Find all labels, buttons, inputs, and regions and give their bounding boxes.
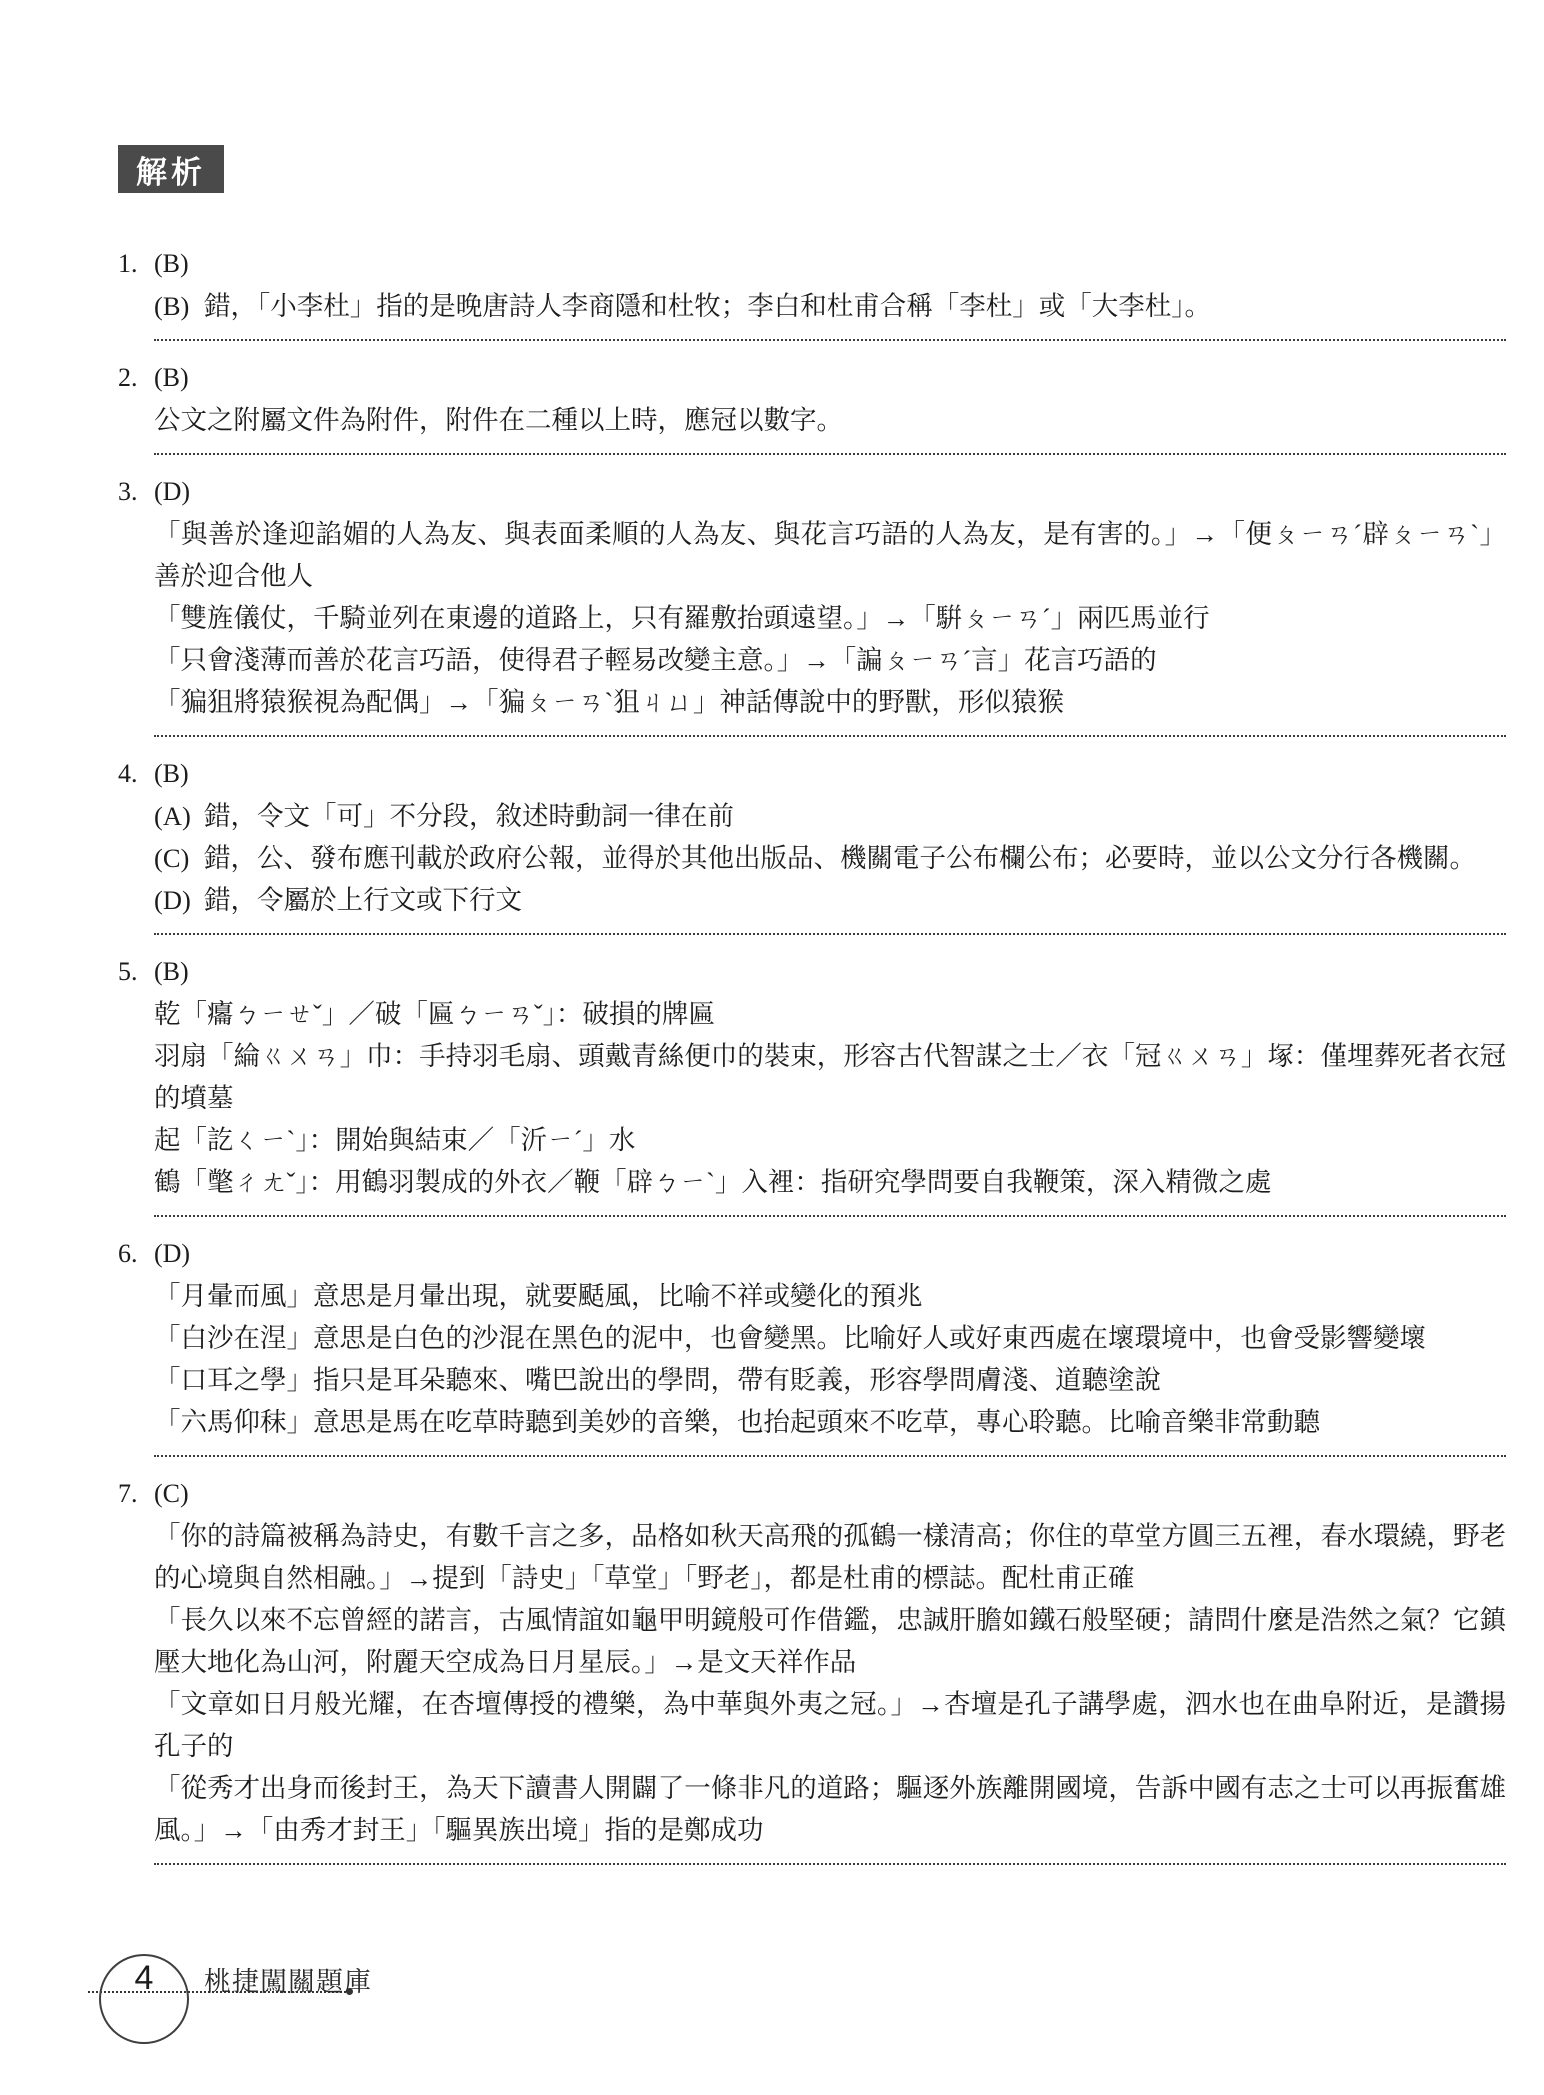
option-prefix: (B) xyxy=(154,291,190,321)
separator-line xyxy=(154,453,1506,455)
section-header-label: 解析 xyxy=(136,154,206,190)
page-number: 4 xyxy=(134,1959,154,1997)
explanation-line: 「只會淺薄而善於花言巧語，使得君子輕易改變主意。」→「諞ㄆㄧㄢˊ言」花言巧語的 xyxy=(154,645,1157,675)
answer-item xyxy=(118,753,1506,921)
answer-item xyxy=(118,357,1506,441)
page-number-badge xyxy=(99,1954,189,2044)
answer-item xyxy=(118,243,1506,327)
answer-item xyxy=(118,1473,1506,1851)
explanation-line: 鶴「氅ㄔㄤˇ」：用鶴羽製成的外衣／鞭「辟ㄅㄧˋ」入裡：指研究學問要自我鞭策，深入精微之處 xyxy=(154,1167,1272,1197)
item-number: 4. xyxy=(118,759,138,788)
answer-item xyxy=(118,471,1506,723)
explanation-text: 錯，「小李杜」指的是晚唐詩人李商隱和杜牧；李白和杜甫合稱「李杜」或「大李杜」。 xyxy=(204,291,1211,321)
item-body xyxy=(154,471,1506,723)
section-header-box xyxy=(118,145,224,193)
explanation-line: 「六馬仰秣」意思是馬在吃草時聽到美妙的音樂，也抬起頭來不吃草，專心聆聽。比喻音樂非常動聽 xyxy=(154,1407,1320,1437)
answer-letter: (B) xyxy=(154,759,189,788)
answer-letter: (D) xyxy=(154,1239,191,1268)
explanation-line xyxy=(154,837,1506,879)
answer-letter: (B) xyxy=(154,249,189,278)
explanation-line: 起「訖ㄑㄧˋ」：開始與結束／「沂ㄧˊ」水 xyxy=(154,1125,636,1155)
option-prefix: (C) xyxy=(154,843,190,873)
option-prefix: (D) xyxy=(154,885,191,915)
book-title: 桃捷闖關題庫 xyxy=(204,1967,372,1997)
separator-line xyxy=(154,1863,1506,1865)
option-prefix: (A) xyxy=(154,801,191,831)
answer-letter: (D) xyxy=(154,477,191,506)
item-number: 2. xyxy=(118,363,138,392)
answer-letter: (B) xyxy=(154,363,189,392)
separator-line xyxy=(154,1215,1506,1217)
item-number: 6. xyxy=(118,1239,138,1268)
separator-line xyxy=(154,1455,1506,1457)
explanation-text: 錯，公、發布應刊載於政府公報，並得於其他出版品、機關電子公布欄公布；必要時，並以公文分行各機關。 xyxy=(204,843,1476,873)
separator-line xyxy=(154,339,1506,341)
item-number: 1. xyxy=(118,249,138,278)
explanation-line: 「與善於逢迎諂媚的人為友、與表面柔順的人為友、與花言巧語的人為友，是有害的。」→「便ㄆㄧㄢˊ辟ㄆㄧㄢˋ」善於迎合他人 xyxy=(154,519,1506,591)
answer-item xyxy=(118,951,1506,1203)
explanation-line: 「從秀才出身而後封王，為天下讀書人開闢了一條非凡的道路；驅逐外族離開國境，告訴中國有志之士可以再振奮雄風。」→「由秀才封王」「驅異族出境」指的是鄭成功 xyxy=(154,1773,1506,1845)
explanation-line: 「猵狙將猿猴視為配偶」→「猵ㄆㄧㄢˋ狙ㄐㄩ」神話傳說中的野獸，形似猿猴 xyxy=(154,687,1064,717)
answer-item xyxy=(118,1233,1506,1443)
answer-letter: (B) xyxy=(154,957,189,986)
explanation-line: 「月暈而風」意思是月暈出現，就要颳風，比喻不祥或變化的預兆 xyxy=(154,1281,923,1311)
explanation-line: 「文章如日月般光耀，在杏壇傳授的禮樂，為中華與外夷之冠。」→杏壇是孔子講學處，泗水也在曲阜附近，是讚揚孔子的 xyxy=(154,1689,1506,1761)
explanation-line: 「白沙在涅」意思是白色的沙混在黑色的泥中，也會變黑。比喻好人或好東西處在壞環境中，也會受影響變壞 xyxy=(154,1323,1426,1353)
item-body xyxy=(154,753,1506,921)
explanation-line: 「口耳之學」指只是耳朵聽來、嘴巴說出的學問，帶有貶義，形容學問膚淺、道聽塗說 xyxy=(154,1365,1161,1395)
explanation-line xyxy=(154,795,1506,837)
explanation-line: 「長久以來不忘曾經的諾言，古風情誼如龜甲明鏡般可作借鑑，忠誠肝膽如鐵石般堅硬；請問什麼是浩然之氣？它鎮壓大地化為山河，附麗天空成為日月星辰。」→是文天祥作品 xyxy=(154,1605,1506,1677)
item-body xyxy=(154,243,1506,327)
item-number: 5. xyxy=(118,957,138,986)
item-body xyxy=(154,1473,1506,1851)
explanation-line xyxy=(154,879,1506,921)
explanation-line xyxy=(154,285,1506,327)
item-body xyxy=(154,357,1506,441)
explanation-line: 羽扇「綸ㄍㄨㄢ」巾：手持羽毛扇、頭戴青絲便巾的裝束，形容古代智謀之士／衣「冠ㄍㄨㄢ」塚：僅埋葬死者衣冠的墳墓 xyxy=(154,1041,1506,1113)
explanation-line: 乾「癟ㄅㄧㄝˇ」／破「匾ㄅㄧㄢˇ」：破損的牌匾 xyxy=(154,999,715,1029)
explanation-line: 「你的詩篇被稱為詩史，有數千言之多，品格如秋天高飛的孤鶴一樣清高；你住的草堂方圓三五裡，春水環繞，野老的心境與自然相融。」→提到「詩史」「草堂」「野老」，都是杜甫的標誌。配杜甫正確 xyxy=(154,1521,1506,1593)
item-body xyxy=(154,1233,1506,1443)
explanation-text: 錯，令文「可」不分段，敘述時動詞一律在前 xyxy=(204,801,734,831)
item-number: 3. xyxy=(118,477,138,506)
item-number: 7. xyxy=(118,1479,138,1508)
explanation-line: 「雙旌儀仗，千騎並列在東邊的道路上，只有羅敷抬頭遠望。」→「騈ㄆㄧㄢˊ」兩匹馬並行 xyxy=(154,603,1210,633)
item-body xyxy=(154,951,1506,1203)
separator-line xyxy=(154,735,1506,737)
answer-letter: (C) xyxy=(154,1479,189,1508)
separator-line xyxy=(154,933,1506,935)
explanation-text: 錯，令屬於上行文或下行文 xyxy=(204,885,522,915)
explanation-line: 公文之附屬文件為附件，附件在二種以上時，應冠以數字。 xyxy=(154,405,843,435)
